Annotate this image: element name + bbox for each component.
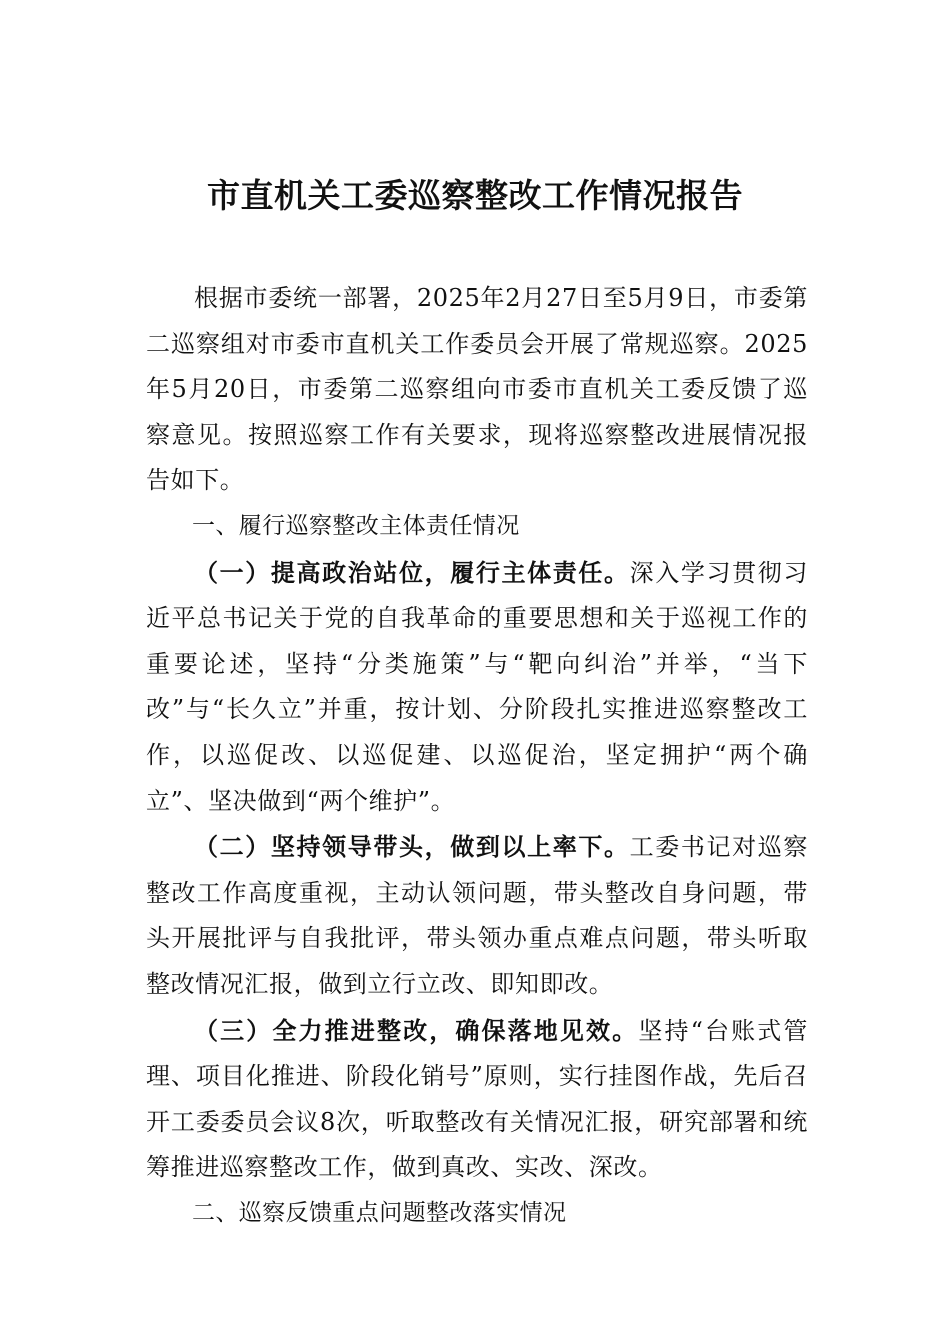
paragraph-text: 坚持“台账式管理、项目化推进、阶段化销号”原则，实行挂图作战，先后召开工委委员会议8次，听取整改有关情况汇报，研究部署和统筹推进巡察整改工作，做到真改、实改、深改。 (146, 1016, 808, 1182)
intro-paragraph: 根据市委统一部署，2025年2月27日至5月9日，市委第二巡察组对市委市直机关工作委员会开展了常规巡察。2025年5月20日，市委第二巡察组向市委市直机关工委反馈了巡察意见。按照巡察工作有关要求，现将巡察整改进展情况报告如下。 (146, 284, 808, 495)
paragraph-lead: （一）提高政治站位，履行主体责任。 (194, 557, 630, 587)
paragraph-1-3 (146, 1008, 808, 1191)
paragraph-1-2 (146, 824, 808, 1007)
section-heading-2: 二、巡察反馈重点问题整改落实情况 (192, 1199, 567, 1226)
paragraph-text: 工委书记对巡察整改工作高度重视，主动认领问题，带头整改自身问题，带头开展批评与自我批评，带头领办重点难点问题，带头听取整改情况汇报，做到立行立改、即知即改。 (146, 833, 808, 998)
paragraph-text: 深入学习贯彻习近平总书记关于党的自我革命的重要思想和关于巡视工作的重要论述，坚持“分类施策”与“靶向纠治”并举，“当下改”与“长久立”并重，按计划、分阶段扎实推进巡察整改工作，以巡促改、以巡促建、以巡促治，坚定拥护“两个确立”、坚决做到“两个维护”。 (146, 558, 808, 815)
section-heading-1: 一、履行巡察整改主体责任情况 (192, 512, 520, 539)
page-title: 市直机关工委巡察整改工作情况报告 (207, 176, 743, 215)
paragraph-1-1 (146, 550, 808, 825)
document-body (146, 276, 808, 1236)
paragraph-lead: （二）坚持领导带头，做到以上率下。 (194, 832, 630, 862)
paragraph-lead: （三）全力推进整改，确保落地见效。 (194, 1015, 639, 1045)
